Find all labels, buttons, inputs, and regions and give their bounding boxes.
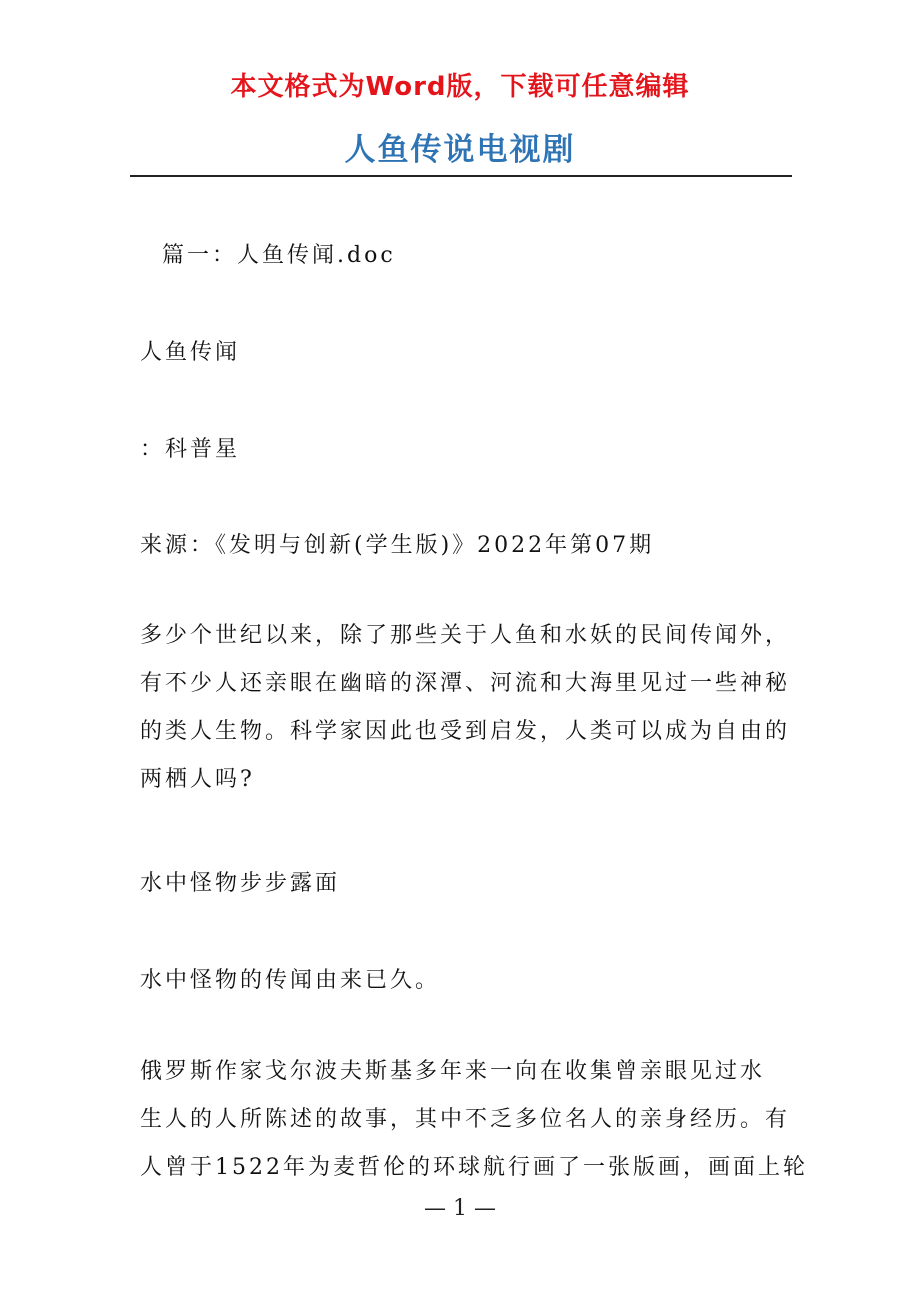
paragraph-gorbovsky [140, 1048, 808, 1192]
article-title: 人鱼传闻 [140, 340, 241, 365]
paragraph-intro [140, 612, 795, 804]
paragraph-line: 人曾于1522年为麦哲伦的环球航行画了一张版画，画面上轮 [140, 1155, 808, 1180]
paragraph-origin: 水中怪物的传闻由来已久。 [140, 968, 441, 993]
document-title: 人鱼传说电视剧 [344, 132, 576, 168]
download-banner: 本文格式为Word版，下载可任意编辑 [230, 72, 690, 102]
article-author: ：科普星 [140, 437, 241, 462]
paragraph-line: 的类人生物。科学家因此也受到启发，人类可以成为自由的 [140, 719, 791, 744]
page-number: — 1 — [424, 1196, 496, 1221]
paragraph-line: 俄罗斯作家戈尔波夫斯基多年来一向在收集曾亲眼见过水 [140, 1059, 766, 1084]
paragraph-line: 有不少人还亲眼在幽暗的深潭、河流和大海里见过一些神秘 [140, 671, 791, 696]
paragraph-line: 多少个世纪以来，除了那些关于人鱼和水妖的民间传闻外， [140, 623, 791, 648]
section-heading: 篇一：人鱼传闻.doc [162, 243, 396, 268]
article-source: 来源：《发明与创新(学生版)》2022年第07期 [140, 533, 655, 558]
paragraph-line: 生人的人所陈述的故事，其中不乏多位名人的亲身经历。有 [140, 1107, 791, 1132]
title-divider [130, 175, 792, 177]
subheading: 水中怪物步步露面 [140, 871, 341, 896]
paragraph-line: 两栖人吗? [140, 767, 255, 792]
